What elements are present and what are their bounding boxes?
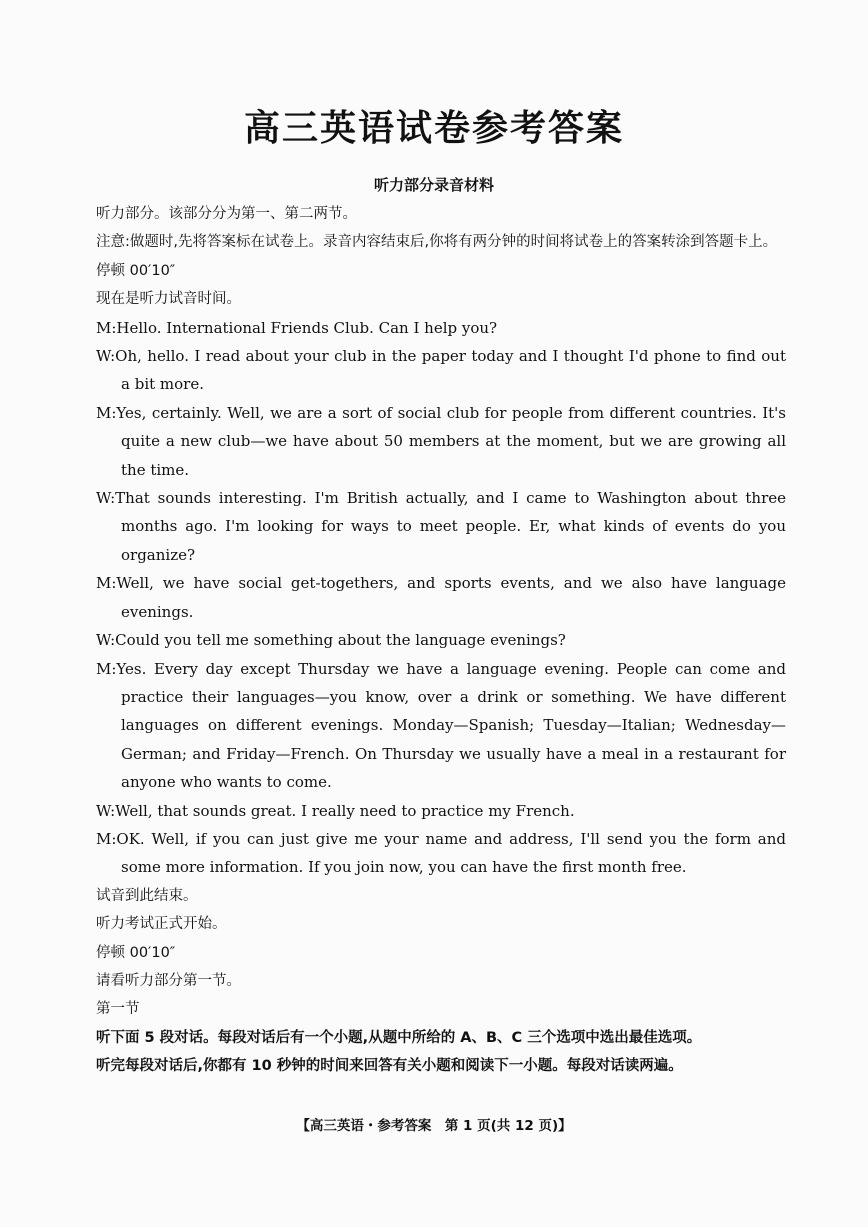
section-heading: 第一节 — [96, 1001, 140, 1018]
intro-line: 注意:做题时,先将答案标在试卷上。录音内容结束后,你将有两分钟的时间将试卷上的答案转涂到答题卡上。 — [96, 234, 778, 251]
dialogue-line: M:Well, we have social get-togethers, and sports events, and we also have language evenings. — [96, 574, 786, 621]
dialogue-line: M:Hello. International Friends Club. Can I help you? — [96, 318, 498, 337]
intro-line: 听力部分。该部分分为第一、第二两节。 — [96, 206, 357, 222]
dialogue-line: W:Could you tell me something about the language evenings? — [96, 631, 566, 650]
dialogue-line: M:Yes. Every day except Thursday we have a language evening. People can come and practice their languages—you know, over a drink or something. We have different languages on different evenings. Monday—Spanish; Tuesday—Italian; Wednesday—German; and Friday—French. On Thursday we usually have a meal in a restaurant for anyone who wants to come. — [96, 659, 786, 792]
after-line: 请看听力部分第一节。 — [96, 972, 241, 989]
dialogue-line: M:OK. Well, if you can just give me your name and address, I'll send you the form and some more information. If you join now, you can have the first month free. — [96, 829, 786, 877]
instruction-line: 听完每段对话后,你都有 10 秒钟的时间来回答有关小题和阅读下一小题。每段对话读两遍。 — [96, 1058, 683, 1075]
after-line: 试音到此结束。 — [96, 887, 198, 904]
intro-line: 停顿 00′10″ — [96, 262, 176, 279]
dialogue-line: M:Yes, certainly. Well, we are a sort of social club for people from different countries. It's quite a new club—we have about 50 members at the moment, but we are growing all the time. — [96, 403, 786, 479]
dialogue-line: W:That sounds interesting. I'm British actually, and I came to Washington about three months ago. I'm looking for ways to meet people. Er, what kinds of events do you organize? — [96, 489, 786, 564]
intro-line: 现在是听力试音时间。 — [96, 291, 241, 308]
dialogue-line: W:Oh, hello. I read about your club in the paper today and I thought I'd phone to find out a bit more. — [96, 347, 786, 394]
page-footer: 【高三英语・参考答案 第 1 页(共 12 页)】 — [296, 1118, 572, 1134]
instruction-line: 听下面 5 段对话。每段对话后有一个小题,从题中所给的 A、B、C 三个选项中选出最佳选项。 — [96, 1029, 702, 1046]
after-line: 停顿 00′10″ — [96, 944, 176, 961]
page-title: 高三英语试卷参考答案 — [243, 107, 624, 149]
after-line: 听力考试正式开始。 — [96, 916, 227, 933]
section-subtitle: 听力部分录音材料 — [373, 176, 494, 194]
dialogue-line: W:Well, that sounds great. I really need to practice my French. — [96, 801, 575, 820]
transcript-body — [96, 200, 786, 1081]
